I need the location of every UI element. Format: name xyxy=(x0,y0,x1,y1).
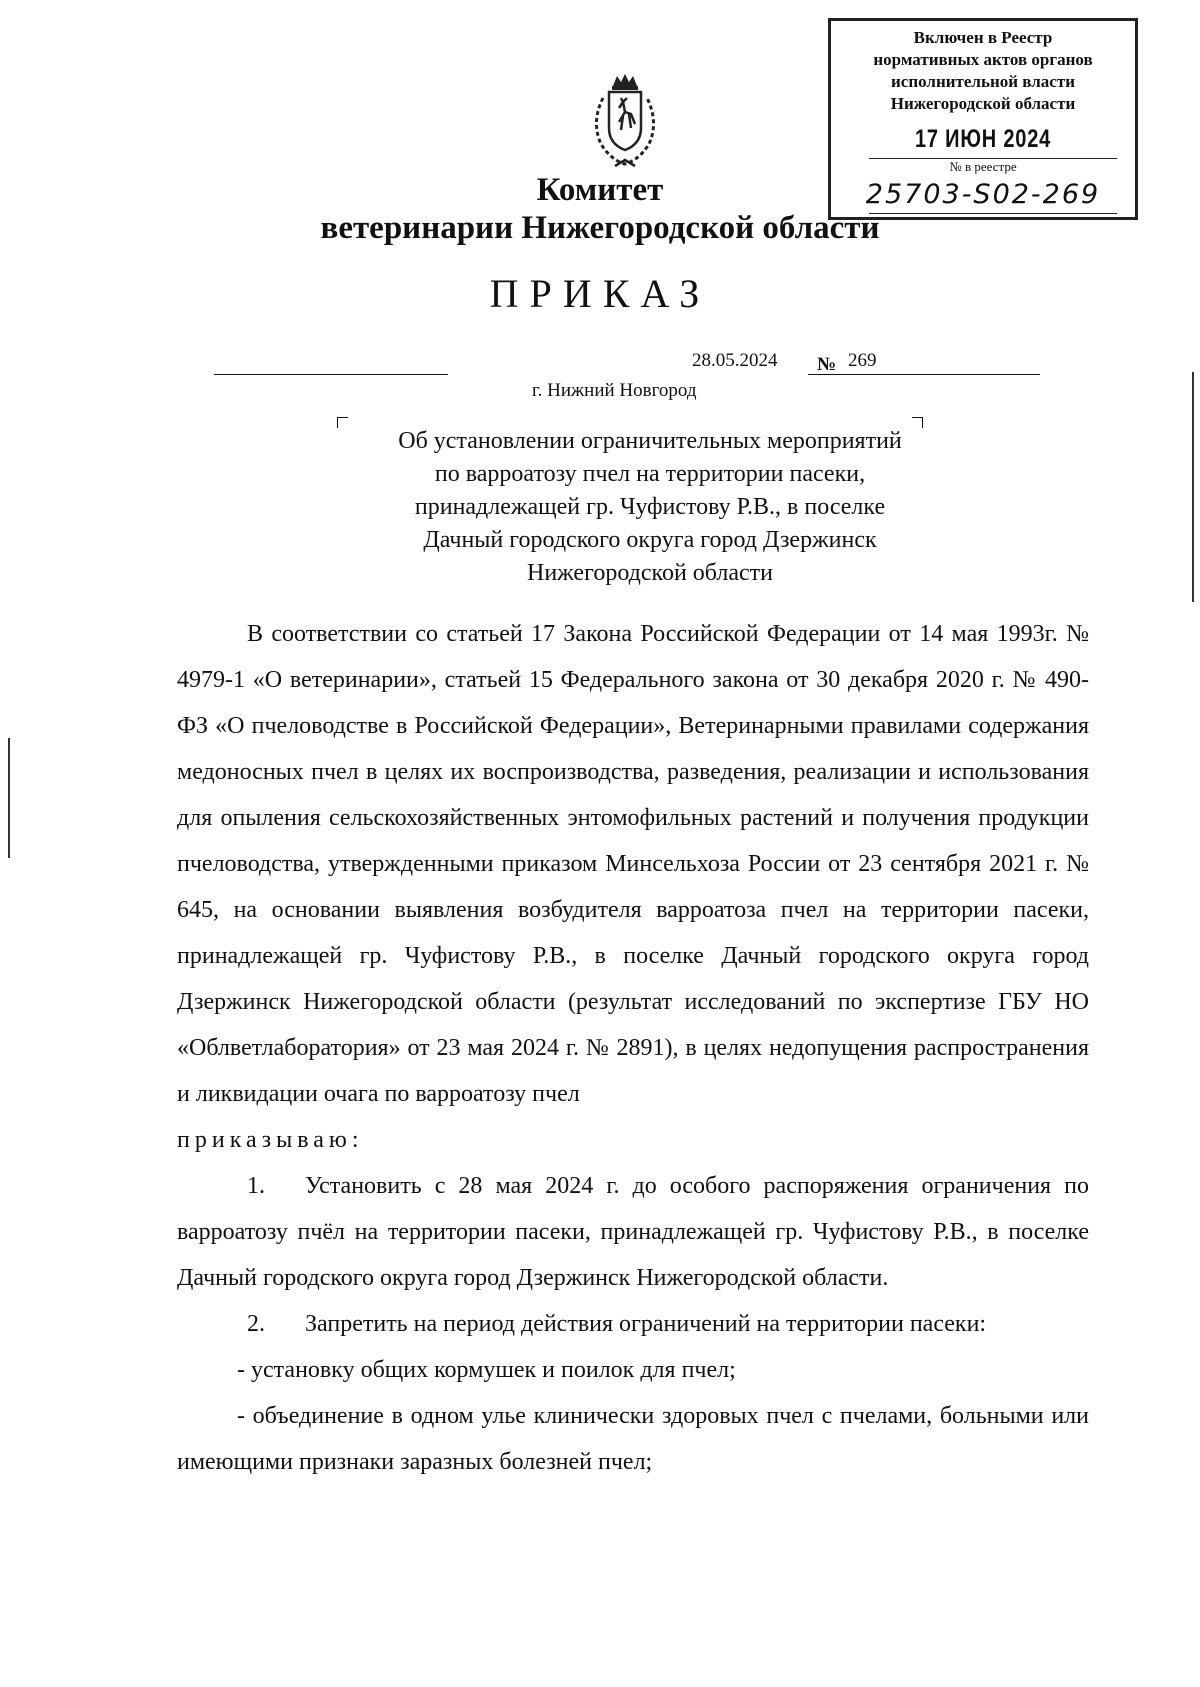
item-2-number: 2. xyxy=(247,1311,265,1337)
date-underline-left xyxy=(214,374,448,375)
stamp-line-4: Нижегородской области xyxy=(890,94,1076,113)
stamp-line-1: Включен в Реестр xyxy=(913,28,1053,47)
subject-line-2: по варроатозу пчел на территории пасеки, xyxy=(434,461,866,487)
order-date: 28.05.2024 xyxy=(692,350,778,371)
item-1 xyxy=(177,1163,1089,1301)
subject-line-1: Об установлении ограничительных мероприятий xyxy=(398,428,902,454)
subject-line-4: Дачный городского округа город Дзержинск xyxy=(423,527,877,553)
scan-margin-mark-right xyxy=(1192,372,1194,602)
item-2 xyxy=(177,1301,1089,1347)
stamp-line-3: исполнительной власти xyxy=(891,72,1075,91)
preamble-paragraph: В соответствии со статьей 17 Закона Российской Федерации от 14 мая 1993г. № 4979-1 «О ветеринарии», статьей 15 Федерального закона от 30 декабря 2020 г. № 490-ФЗ «О пчеловодстве в Российской Федерации», Ветеринарными правилами содержания медоносных пчел в целях их воспроизводства, разведения, реализации и использования для опыления сельскохозяйственных энтомофильных растений и получения продукции пчеловодства, утвержденными приказом Минсельхоза России от 23 сентября 2021 г. № 645, на основании выявления возбудителя варроатоза пчел на территории пасеки, принадлежащей гр. Чуфистову Р.В., в поселке Дачный городского округа город Дзержинск Нижегородской области (результат исследований по экспертизе ГБУ НО «Облветлаборатория» от 23 мая 2024 г. № 2891), в целях недопущения распространения и ликвидации очага по варроатозу пчел xyxy=(177,621,1089,1107)
order-subject xyxy=(300,425,1000,590)
stamp-date: 17 ИЮН 2024 xyxy=(914,125,1052,153)
subject-line-5: Нижегородской области xyxy=(526,560,774,586)
committee-line-2: ветеринарии Нижегородской области xyxy=(320,210,880,246)
item-1-text: Установить с 28 мая 2024 г. до особого распоряжения ограничения по варроатозу пчёл на территории пасеки, принадлежащей гр. Чуфистову Р.В., в поселке Дачный городского округа город Дзержинск Нижегородской области. xyxy=(177,1173,1089,1291)
committee-line-1: Комитет xyxy=(536,172,664,208)
document-type: ПРИКАЗ xyxy=(489,271,711,316)
item-1-number: 1. xyxy=(247,1173,265,1199)
stamp-line-2: нормативных актов органов xyxy=(873,50,1093,69)
bullet-1: - установку общих кормушек и поилок для пчел; xyxy=(237,1357,736,1383)
order-number: 269 xyxy=(848,350,877,371)
city: г. Нижний Новгород xyxy=(532,380,697,401)
order-number-label: № xyxy=(817,354,837,375)
order-word: приказываю: xyxy=(177,1127,364,1153)
number-underline xyxy=(808,374,1040,375)
order-body xyxy=(177,611,1089,1485)
item-2-text: Запретить на период действия ограничений на территории пасеки: xyxy=(305,1311,987,1337)
coat-of-arms-icon xyxy=(585,72,665,172)
subject-line-3: принадлежащей гр. Чуфистову Р.В., в поселке xyxy=(414,494,886,520)
stamp-registry-number: 25703-S02-269 xyxy=(865,179,1101,210)
stamp-registry-label: № в реестре xyxy=(949,159,1017,174)
scan-margin-mark-left xyxy=(8,738,10,858)
bullet-2: - объединение в одном улье клинически здоровых пчел с пчелами, больными или имеющими признаки заразных болезней пчел; xyxy=(177,1403,1089,1475)
